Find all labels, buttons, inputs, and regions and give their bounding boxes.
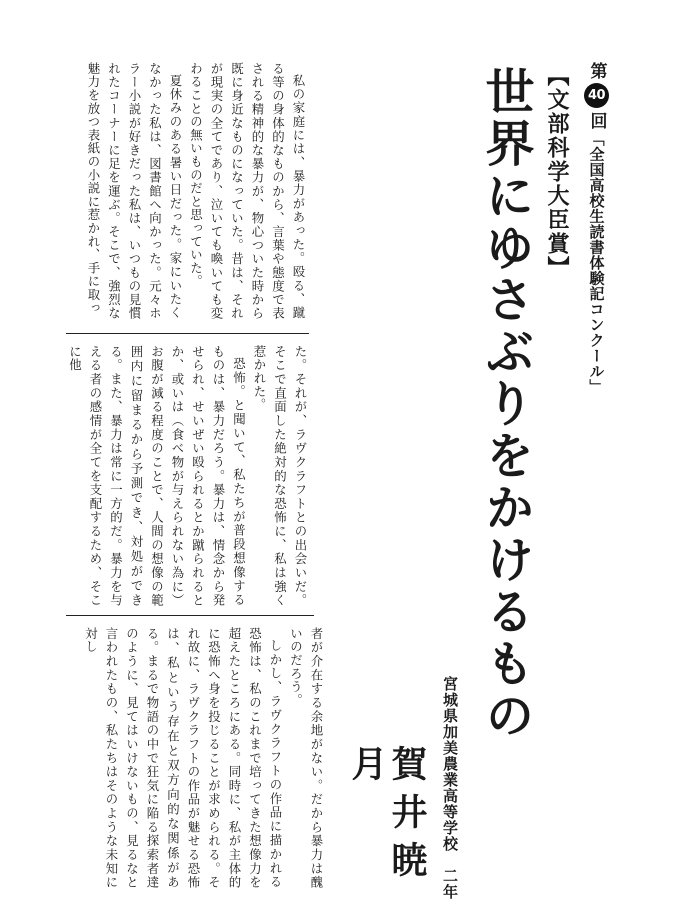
body-text-lower	[66, 627, 326, 889]
tier-divider	[66, 333, 309, 334]
series-prefix: 第	[586, 62, 607, 79]
essay-title: 世界にゆさぶりをかけるもの	[478, 66, 536, 742]
paragraph: 夏休みのある暑い日だった。家にいたくなかった私は、図書館へ向かった。元々ホラー小説が好きだった私は、いつもの見慣れたコーナーに足を運ぶ。そこで、強烈な魅力を放つ表紙の小説に惹かれ、手に取っ	[86, 62, 183, 320]
paragraph: 私の家庭には、暴力があった。殴る、蹴る等の身体的なものから、言葉や態度で表される精神的な暴力が、物心ついた時から既に身近なものになっていた。昔は、それが現実の全てであり、泣いても喚いても変わることの無いものだと思っていた。	[188, 62, 306, 320]
tier-divider	[66, 615, 314, 616]
author-school: 宮城県加美農業高等学校 二年	[441, 676, 459, 900]
body-text-upper	[66, 62, 308, 320]
paragraph: た。それが、ラヴクラフトとの出会いだ。そこで直面した絶対的な恐怖に、私は強く惹かれた。	[252, 345, 308, 607]
series-suffix: 回	[586, 112, 607, 129]
award-label: 【文部科学大臣賞】	[544, 64, 570, 280]
series-number-badge: 40	[584, 83, 609, 108]
series-header	[584, 62, 609, 395]
body-text-middle	[66, 345, 310, 607]
paragraph: 者が介在する余地がない。だから暴力は醜いのだろう。	[288, 627, 324, 889]
paragraph: 恐怖。と聞いて、私たちが普段想像するものは、暴力だろう。暴力は、情念から発せられ、せいぜい殴られるとか蹴られるとか、或いは（食べ物が与えられない為に）お腹が減る程度のことで、人間の想像の範囲内に留まるから予測でき、対処ができる。また、暴力は常に一方的だ。暴力を与える者の感情が全てを支配するため、そこに他	[67, 345, 247, 607]
series-name: 「全国高校生読書体験記コンクール」	[587, 131, 606, 395]
author-name: 賀井暁月	[346, 745, 428, 889]
paragraph: しかし、ラヴクラフトの作品に描かれる恐怖は、私のこれまで培ってきた想像力を超えたところにある。同時に、私が主体的に恐怖へ身を投じることが求められる。それ故に、ラヴクラフトの作品が魅せる恐怖は、私という存在と双方向的な関係がある。まるで物語の中で狂気に陥る探索者達のように、見てはいけないもの、見るなと言われたもの、私たちはそのような未知に対し	[83, 627, 283, 889]
